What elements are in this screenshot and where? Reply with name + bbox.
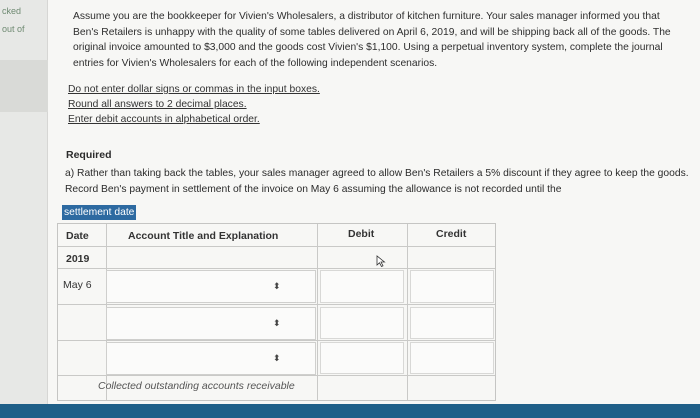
- instructions: [68, 82, 320, 127]
- points-label: out of: [2, 24, 25, 34]
- credit-input-1[interactable]: [410, 270, 494, 303]
- instruction-no-dollar-signs: Do not enter dollar signs or commas in the input boxes.: [68, 84, 320, 95]
- row-divider: [58, 246, 495, 247]
- row-divider: [58, 375, 495, 376]
- header-debit: Debit: [348, 228, 375, 240]
- credit-input-3[interactable]: [410, 342, 494, 374]
- column-divider: [407, 224, 408, 400]
- instruction-debit-order: Enter debit accounts in alphabetical order.: [68, 114, 260, 125]
- debit-input-3[interactable]: [320, 342, 404, 374]
- mouse-cursor-icon: [376, 255, 386, 267]
- credit-input-2[interactable]: [410, 307, 494, 339]
- select-arrows-icon: ⬍: [273, 318, 281, 328]
- select-arrows-icon: ⬍: [273, 281, 281, 291]
- header-account: Account Title and Explanation: [128, 230, 279, 242]
- status-strip: [0, 60, 48, 112]
- journal-entry-table: [57, 223, 496, 401]
- debit-input-2[interactable]: [320, 307, 404, 339]
- header-date: Date: [66, 230, 89, 242]
- left-panel: [0, 0, 48, 418]
- row-divider: [58, 304, 495, 305]
- row-divider: [58, 340, 495, 341]
- header-credit: Credit: [436, 228, 467, 240]
- question-text: Assume you are the bookkeeper for Vivien's Wholesalers, a distributor of kitchen furniture. Your sales manager informed you that Ben's Retailers is unhappy with the quality of some tables delivered on April 6, 2019, and will be shipping back all of the goods. The original invoice amounted to $3,000 and the goods cost Vivien's $1,100. Using a perpetual inventory system, complete the journal entries for Vivien's Wholesalers for each of the following independent scenarios.: [73, 11, 671, 69]
- highlighted-text: settlement date: [64, 207, 135, 218]
- row-divider: [58, 268, 495, 269]
- debit-input-1[interactable]: [320, 270, 404, 303]
- year-label: 2019: [66, 253, 90, 265]
- select-arrows-icon: ⬍: [273, 353, 281, 363]
- required-heading: Required: [66, 149, 112, 161]
- account-select-1[interactable]: [106, 270, 316, 303]
- account-select-3[interactable]: [106, 342, 316, 375]
- bottom-bar: [0, 404, 700, 418]
- question-content: [48, 0, 700, 404]
- narration-text: Collected outstanding accounts receivable: [98, 380, 295, 392]
- date-cell: May 6: [63, 279, 92, 291]
- question-status-label: cked: [2, 6, 22, 16]
- column-divider: [317, 224, 318, 400]
- account-select-2[interactable]: [106, 307, 316, 340]
- part-a-text: a) Rather than taking back the tables, your sales manager agreed to allow Ben's Retailers a 5% discount if they agree to keep the goods. Record Ben's payment in settlement of the invoice on May 6 assuming the allowance is not recorded until the: [65, 168, 689, 195]
- instruction-rounding: Round all answers to 2 decimal places.: [68, 99, 247, 110]
